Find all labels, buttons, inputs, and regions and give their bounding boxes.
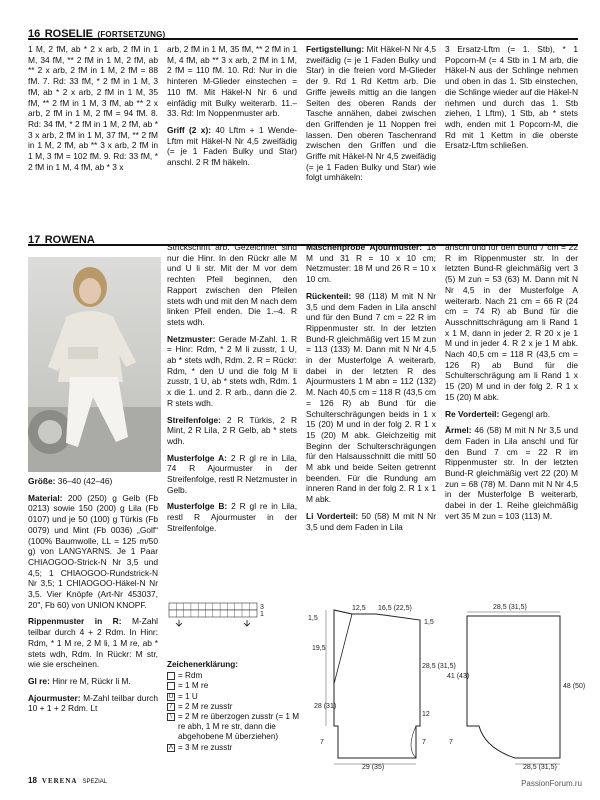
dim-shoulder-right: 1,5 [424, 619, 434, 626]
dim-neck: 19,5 [312, 645, 326, 652]
rowena-col-1: Größe: 36–40 (42–46) Material: 200 (250) g Gelb (Fb 0213) sowie 150 (200) g Lila (Fb 0107) und je 50 (100) g Türkis (Fb 0079) und Mint (Fb 0036) „Golf“ (100% Baumwolle, LL = 125 m/50 g) von LANGYARNS. Je 1 Paar CHIAOGOO-Strick-N Nr 3,5 und 4,5; 1 CHIAOGOO-Rundstrick-N Nr 3,5; 1 CHIAOGOO-Häkel-N Nr 3,5. Vier Knöpfe (Art-Nr 453037, 20", Fb 60) von UNION KNOPF. Rippenmuster in R: M-Zahl teilbar durch 4 + 2 Rdm. In Hinr: Rdm, * 1 M re, 2 M li, 1 M re, ab * stets wdh, Rdm. In Rückr: M str, wie sie erscheinen. Gl re: Hinr re M, Rückr li M. Ajourmuster: M-Zahl teilbar durch 10 + 1 + 2 Rdm. Lt [28, 476, 158, 714]
symbol-box-icon: U [168, 693, 174, 700]
chart-row-label-3: 3 [260, 604, 264, 611]
section-header-roselie [28, 24, 578, 40]
legend-item: / = 2 M re zusstr [167, 702, 302, 712]
rowena-col-3: Maschenprobe Ajourmuster: 18 M und 31 R = 10 x 10 cm; Netzmuster: 18 M und 26 R = 10 x 10 cm. Rückenteil: 98 (118) M mit N Nr 3,5 und dem Faden in Lila anschl und für den Bund 7 cm = 22 R im Rippenmuster str. In der letzten Bund-R gleichmäßig vert 15 M zun = 113 (133) M. Dann mit N Nr 4,5 in der Musterfolge A weiterarb, dabei in der letzten R des Ajourmusters 1 M abn = 112 (132) M. Nach 40,5 cm = 118 R (43,5 cm = 126 R) ab Bund für die Schulterschrägungen beids in 1 x 15 (20) M und in der folg 2. R 1 x 15 (20) M abk. Gleichzeitig mit Beginn der Schulterschrägungen für den Halsausschnitt die mittl 50 M abk und beide Seiten getrennt beenden. Für die Rundung am inneren Rand in der folg 2. R 1 x 1 M abk. Li Vorderteil: 50 (58) M mit N Nr 3,5 und dem Faden in Lila [306, 242, 437, 532]
page-footer [28, 776, 107, 785]
dim-sleeve-top: 28,5 (31,5) [493, 604, 527, 611]
dim-shoulder: 1,5 [308, 615, 318, 622]
dim-right-height: 28,5 (31,5) [422, 663, 456, 670]
dim-side-height: 28 (31) [314, 703, 337, 710]
symbol-legend [167, 660, 302, 753]
roselie-col-3: Fertigstellung: Mit Häkel-N Nr 4,5 zweifädig (= je 1 Faden Bulky und Star) in die freien vord M-Glieder der 9. Rd 1 Rd Kettm arb. Die Griffe jeweils mittig an die langen Seiten des oberen Rands der Tasche annähen, dabei zwischen den Griffenden je 11 Noppen frei lassen. Den oberen Taschenrand zwischen den Griffen und die Griffe mit Häkel-N Nr 4,5 zweifädig (= je 1 Faden Bulky und Star) wie folgt umhäkeln: [306, 44, 436, 183]
legend-item: Λ = 3 M re zusstr [168, 742, 233, 752]
section-number: 17 [28, 234, 41, 246]
repeat-arrow-left [244, 620, 250, 626]
magazine-issue: SPEZIAL [82, 779, 108, 785]
legend-item: \ = 2 M re überzogen zusstr (= 1 M re abh, 1 M re str, dann die abgehobene M überziehen) [167, 712, 302, 743]
dim-bottom: 29 (35) [362, 764, 385, 771]
roselie-col-4: 3 Ersatz-Lftm (= 1. Stb), * 1 Popcorn-M (= 4 Stb in 1 M arb, die Häkel-N aus der Schlinge nehmen und oben in das 1. Stb einstechen, die Schlinge wieder auf die Häkel-N nehmen und durch das 1. Stb ziehen, 1 Lftm), 1 Stb, ab * stets wdh, enden mit 1 Popcorn-M, die Rd mit 1 Kettm in die oberste Ersatz-Lftm schließen. [445, 44, 578, 151]
dim-bund: 7 [320, 739, 324, 746]
dim-bund-right: 7 [422, 739, 426, 746]
symbol-box-icon: \ [167, 713, 175, 721]
symbol-box-icon: / [167, 703, 175, 711]
section-title: ROSELIE [44, 28, 93, 40]
section-title: ROWENA [44, 234, 95, 246]
symbol-box-icon: Λ [168, 744, 173, 751]
repeat-arrow-right [176, 620, 182, 626]
roselie-col-2: arb, 2 fM in 1 M, 35 fM, ** 2 fM in 1 M, 4 fM, ab ** 3 x arb, 2 fM in 1 M, 2 fM = 110 fM. 10. Rd: Nur in die hinteren M-Glieder einstechen = 110 fM. Mit Häkel-N Nr 6 und einfädig mit Bulky weiterarb. 11.–33. Rd: Im Noppenmuster arb. Griff (2 x): 40 Lftm + 1 Wende-Lftm mit Häkel-N Nr 4,5 zweifädig (= je 1 Faden Bulky und Star) anschl. 2 R fM häkeln. [167, 44, 298, 168]
chart-row-label-1: 1 [260, 611, 264, 618]
legend-item: U = 1 U [168, 691, 198, 701]
section-subtitle: (FORTSETZUNG) [97, 30, 166, 39]
dim-sleeve-bund: 7 [449, 739, 453, 746]
legend-item: = Rdm [167, 671, 302, 681]
legend-title: Zeichenerklärung: [167, 660, 238, 669]
roselie-col-1: 1 M, 2 fM, ab * 2 x arb, 2 fM in 1 M, 34 fM, ** 2 fM in 1 M, 2 fM, ab ** 2 x arb, 2 fM in 1 M, 2 fM = 88 fM. 7. Rd: 33 fM, * 2 fM in 1 M, 3 fM, ab * 2 x arb, 2 fM in 1 M, 35 fM, ** 2 fM in 1 M, 3 fM, ab ** 2 x arb, 2 fM in 1 M, 2 fM = 94 fM. 8. Rd: 34 fM, * 2 fM in 1 M, 2 fM, ab * 3 x arb, 2 fM in 1 M, 37 fM, ** 2 fM in 1 M, 2 fM, ab ** 3 x arb, 2 fM in 1 M, 3 fM = 102 fM. 9. Rd: 33 fM, * 2 fM in 1 M, 4 fM, ab * 3 x [28, 44, 158, 172]
watermark: PassionForum.ru [521, 779, 582, 788]
page-number: 18 [28, 776, 37, 785]
rowena-col-2: Strickschrift arb. Gezeichnet sind nur die Hinr. In den Rückr alle M und U li str. Mit der M vor dem rechten Pfeil beginnen, den Rapport zwischen den Pfeilen stets wdh und mit den M nach dem linken Pfeil enden. Die 1.–4. R stets wdh. Netzmuster: Gerade M-Zahl. 1. R = Hinr: Rdm, * 2 M li zusstr, 1 U, ab * stets wdh, Rdm. 2. R = Rückr: Rdm, * den U und die folg M li zusstr, 1 U, ab * stets wdh, Rdm. 1 x die 1. und 2. R arb., dann die 2. R stets wdh. Streifenfolge: 2 R Türkis, 2 R Mint, 2 R Lila, 2 R Gelb, ab * stets wdh. Musterfolge A: 2 R gl re in Lila, 74 R Ajourmuster in der Streifenfolge, restl R Netzmuster in Gelb. Musterfolge B: 2 R gl re in Lila, restl R Ajourmuster in der Streifenfolge. [167, 242, 298, 533]
dim-top-right: 16,5 (22,5) [378, 605, 412, 612]
symbol-box-icon [167, 672, 175, 680]
legend-item: = 1 M re [167, 681, 302, 691]
model-photo-image [28, 257, 161, 472]
dim-sleeve-left-height: 41 (43) [447, 673, 470, 680]
dim-sleeve-bottom: 28,5 (31,5) [523, 764, 557, 771]
section-number: 16 [28, 28, 41, 40]
dim-sleeve-right-height: 48 (50) [563, 683, 586, 690]
dim-front-height: 12 [422, 711, 430, 718]
model-photo [28, 257, 161, 472]
rowena-col-4: anschl und für den Bund 7 cm = 22 R im Rippenmuster str. In der letzten Bund-R gleichmäßig vert 3 (5) M zun = 53 (63) M. Dann mit N Nr 4,5 in der Musterfolge A weiterarb. Nach 21 cm = 66 R (24 cm = 74 R) ab Bund für die Ausschnittschrägung am li Rand 1 x 1 M, dann in jeder 2. R 20 x je 1 M und in jeder 4. R 2 x je 1 M abk. Nach 40,5 cm = 118 R (43,5 cm = 126 R) ab Bund für die Schulterschrägung am li Rand 1 x 15 (20) M und in der folg 2. R 1 x 15 (20) M abk. Re Vorderteil: Gegengl arb. Ärmel: 46 (58) M mit N Nr 3,5 und dem Faden in Lila anschl und für den Bund 7 cm = 22 R im Rippenmuster str. In der letzten Bund-R gleichmäßig vert 22 (20) M zun = 68 (78) M. Dann mit N Nr 4,5 in der Musterfolge B weiterarb, dabei in der 1. Reihe gleichmäßig vert 35 M zun = 103 (113) M. [445, 242, 578, 521]
magazine-name: VERENA [41, 777, 78, 785]
knitting-chart [167, 600, 277, 628]
dim-top-left: 12,5 [352, 605, 366, 612]
body-schematic [306, 598, 456, 774]
sleeve-schematic [445, 598, 586, 774]
symbol-box-icon [167, 682, 175, 690]
